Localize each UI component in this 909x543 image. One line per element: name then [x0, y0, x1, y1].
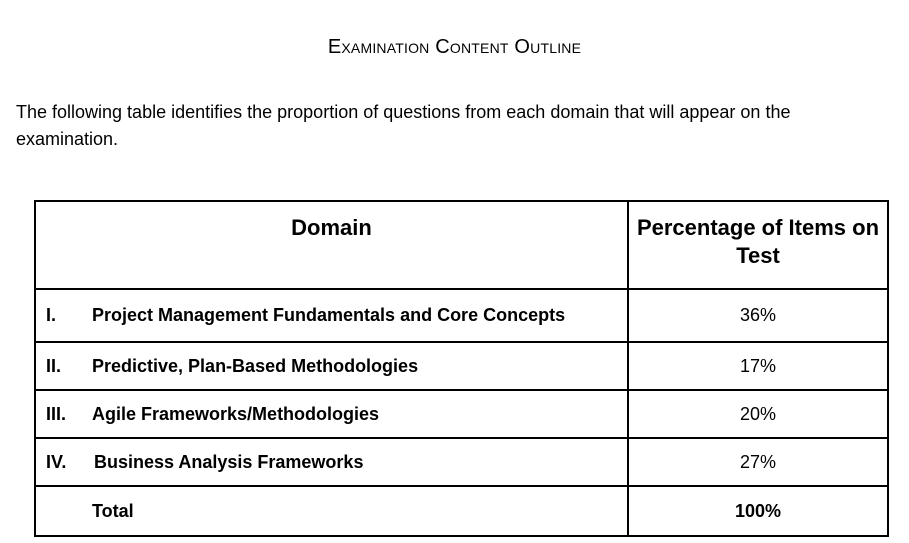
domain-numeral: I. [46, 305, 57, 325]
domain-name: Predictive, Plan-Based Methodologies [92, 355, 419, 376]
domain-cell [35, 342, 628, 390]
percentage-cell: 36% [628, 289, 888, 342]
domain-numeral: III. [46, 403, 67, 424]
total-row [35, 486, 888, 536]
domain-numeral: II. [46, 355, 62, 376]
percentage-column-header: Percentage of Items on Test [628, 201, 888, 289]
content-outline-table [34, 200, 889, 537]
percentage-cell: 20% [628, 390, 888, 438]
table-row [35, 390, 888, 438]
domain-cell [35, 390, 628, 438]
table-row [35, 289, 888, 342]
domain-name: Project Management Fundamentals and Core Concepts [92, 305, 566, 325]
domain-numeral: IV. [46, 451, 67, 472]
domain-name: Business Analysis Frameworks [94, 451, 364, 472]
table-row [35, 342, 888, 390]
domain-column-header: Domain [35, 201, 628, 289]
total-label-cell [35, 486, 628, 536]
table-row [35, 438, 888, 486]
table-header-row [35, 201, 888, 289]
percentage-cell: 17% [628, 342, 888, 390]
domain-cell [35, 289, 628, 342]
percentage-cell: 27% [628, 438, 888, 486]
domain-name: Agile Frameworks/Methodologies [92, 403, 380, 424]
page-title: Examination Content Outline [327, 36, 582, 58]
domain-cell [35, 438, 628, 486]
intro-paragraph: The following table identifies the proportion of questions from each domain that will appear on the examination. [16, 102, 791, 149]
total-label: Total [92, 500, 134, 521]
total-percentage-cell: 100% [628, 486, 888, 536]
